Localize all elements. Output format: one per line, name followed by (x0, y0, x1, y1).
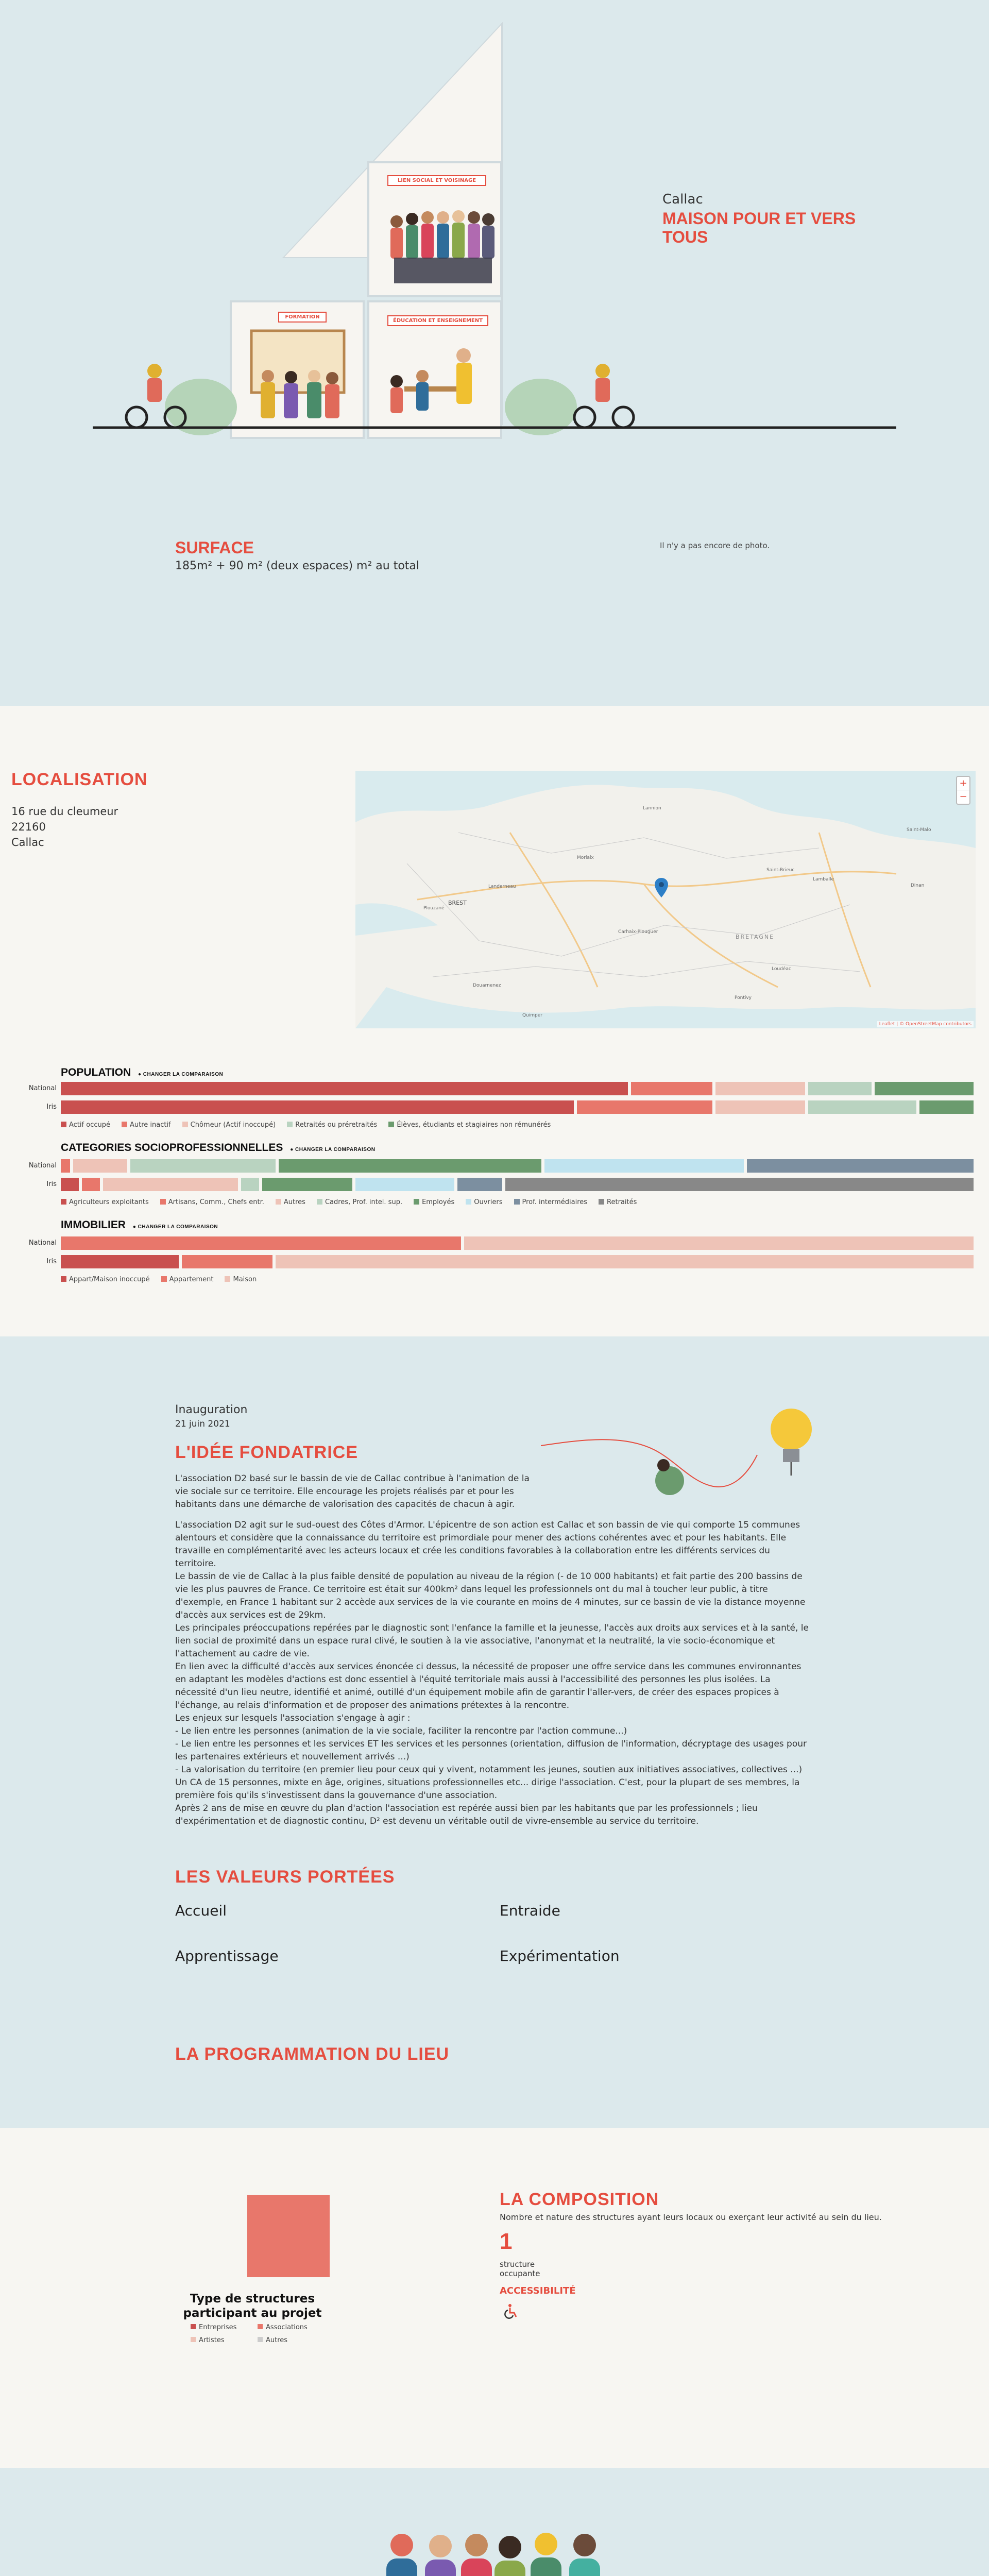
map-label-pontivy: Pontivy (735, 995, 752, 1001)
accessibilite-heading: ACCESSIBILITÉ (500, 2285, 576, 2296)
map-label-bretagne: BRETAGNE (736, 934, 775, 940)
map[interactable] (355, 771, 976, 1028)
immo-segment (61, 1255, 179, 1268)
csp-segment (103, 1178, 238, 1191)
immo-chart-title (61, 1219, 218, 1231)
immo-legend-swatch (161, 1276, 167, 1282)
immo-legend-swatch (225, 1276, 230, 1282)
csp-legend-swatch (466, 1199, 471, 1205)
map-label-morlaix: Morlaix (577, 855, 594, 860)
population-segment (715, 1082, 806, 1095)
legend-swatch-artistes (191, 2337, 196, 2342)
map-pin-icon[interactable] (655, 878, 668, 897)
immo-legend-item (61, 1276, 150, 1283)
map-label-loudeac: Loudéac (772, 967, 791, 972)
structures-bar-associations (247, 2195, 330, 2277)
immo-legend-item (161, 1276, 214, 1283)
csp-legend-label: Cadres, Prof. intel. sup. (325, 1198, 403, 1206)
idee-intro: L'association D2 basé sur le bassin de vie de Callac contribue à l'animation de la vie sociale sur ce territoire. Elle encourage les projets réalisés par et pour les habitants dans une démarche de valorisation des capacités de chacun à agir. (175, 1473, 530, 1510)
csp-legend-swatch (414, 1199, 419, 1205)
immo-segment (61, 1236, 461, 1250)
csp-legend-item (466, 1198, 502, 1206)
surface-value: 185m² + 90 m² (deux espaces) m² au total (175, 560, 420, 572)
composition-count: 1 (500, 2229, 513, 2254)
legend-swatch-entreprises (191, 2324, 196, 2329)
idee-paragraph: - La valorisation du territoire (en premier lieu pour ceux qui y vivent, notamment les jeunes, soutien aux initiatives associatives, collectives ...) (175, 1765, 803, 1775)
acteurs-section (0, 2468, 989, 2576)
population-segment (808, 1082, 871, 1095)
valeur-apprentissage: Apprentissage (175, 1947, 279, 1964)
structures-chart-title: Type de structures participant au projet (183, 2292, 322, 2320)
sign-formation: FORMATION (278, 312, 327, 323)
idee-paragraph: Un CA de 15 personnes, mixte en âge, origines, situations professionnelles etc... dirige l'association. C'est, pour la plupart de ses membres, la première fois qu'ils s'investissent dans la gouvernance d'une association. (175, 1777, 800, 1801)
csp-legend-swatch (599, 1199, 604, 1205)
population-chart-title (61, 1066, 223, 1079)
csp-chart-title (61, 1142, 375, 1154)
legend-swatch-associations (258, 2324, 263, 2329)
idee-paragraph: - Le lien entre les personnes (animation de la vie sociale, faciliter la rencontre par l'action commune...) (175, 1726, 627, 1736)
population-legend-label: Chômeur (Actif inoccupé) (190, 1121, 276, 1129)
population-row-label-national: National (28, 1084, 57, 1092)
csp-legend-label: Autres (283, 1198, 305, 1206)
population-legend-item (61, 1121, 110, 1129)
population-segment (919, 1100, 974, 1114)
sign-education: ÉDUCATION ET ENSEIGNEMENT (387, 315, 488, 326)
address-postcode: 22160 (11, 821, 46, 833)
csp-segment (457, 1178, 502, 1191)
composition-subtitle: Nombre et nature des structures ayant leurs locaux ou exerçant leur activité au sein du lieu. (500, 2212, 882, 2222)
address-street: 16 rue du cleumeur (11, 805, 118, 818)
valeurs-heading: LES VALEURS PORTÉES (175, 1867, 395, 1887)
map-attribution[interactable]: Leaflet | © OpenStreetMap contributors (877, 1021, 974, 1027)
immo-legend-swatch (61, 1276, 66, 1282)
idee-paragraph: Les principales préoccupations repérées par le diagnostic sont l'enfance la famille et la jeunesse, l'accès aux droits aux services et à la santé, le lien social de proximité dans un espace rural clivé, le soutien à la vie associative, l'anonymat et la neutralité, la vie socio-économique et l'attachement au cadre de vie. (175, 1623, 809, 1659)
csp-row-label-national: National (28, 1162, 57, 1170)
immo-title: IMMOBILIER (61, 1219, 126, 1231)
population-legend-label: Actif occupé (69, 1121, 110, 1129)
csp-segment (279, 1159, 541, 1173)
csp-segment (262, 1178, 352, 1191)
hero-city: Callac (662, 192, 703, 207)
address-block (11, 804, 118, 850)
csp-segment (747, 1159, 974, 1173)
csp-segment (82, 1178, 100, 1191)
csp-legend-swatch (160, 1199, 166, 1205)
population-legend-item (287, 1121, 377, 1129)
lightbulb-illustration (541, 1398, 819, 1517)
map-label-carhaix: Carhaix-Plouguer (618, 929, 658, 935)
csp-legend-swatch (61, 1199, 66, 1205)
map-label-landerneau: Landerneau (488, 884, 516, 889)
population-title: POPULATION (61, 1066, 131, 1078)
csp-legend-item (61, 1198, 149, 1206)
immo-segment (182, 1255, 272, 1268)
immo-segment (276, 1255, 974, 1268)
inauguration-label: Inauguration (175, 1403, 248, 1416)
population-bar-iris (61, 1100, 977, 1114)
csp-legend-item (317, 1198, 402, 1206)
composition-count-label-2: occupante (500, 2269, 540, 2278)
csp-segment (130, 1159, 276, 1173)
legend-entreprises: Entreprises (191, 2324, 258, 2331)
population-legend-label: Élèves, étudiants et stagiaires non rémunérés (397, 1121, 551, 1129)
population-legend-swatch (122, 1122, 127, 1127)
population-segment (808, 1100, 916, 1114)
csp-segment (61, 1178, 79, 1191)
csp-legend-item (160, 1198, 264, 1206)
valeur-entraide: Entraide (500, 1902, 560, 1919)
sign-social: LIEN SOCIAL ET VOISINAGE (387, 175, 486, 186)
legend-artistes: Artistes (191, 2336, 258, 2344)
zoom-in-button[interactable]: + (957, 777, 969, 790)
composition-section (0, 2128, 989, 2468)
map-label-quimper: Quimper (522, 1013, 543, 1018)
map-label-lamballe: Lamballe (813, 877, 834, 882)
csp-legend-label: Ouvriers (474, 1198, 503, 1206)
programmation-heading: LA PROGRAMMATION DU LIEU (175, 2044, 450, 2064)
acteurs-illustration (379, 2524, 610, 2576)
idee-paragraph: Le bassin de vie de Callac à la plus faible densité de population au niveau de la région (- de 10 000 habitants) et fait partie des 200 bassins de vie les plus pauvres de France. Ce territoire est était sur 400km² dans lequel les professionnels ont du mal à toucher leur public, à titre d'exemple, en France 1 habitant sur 2 accède aux services de la vie courante en moins de 4 minutes, sur ce bassin de vie la distance moyenne d'accès aux services est de 29km. (175, 1571, 806, 1620)
csp-legend-label: Agriculteurs exploitants (69, 1198, 149, 1206)
population-segment (631, 1082, 712, 1095)
csp-legend-label: Artisans, Comm., Chefs entr. (168, 1198, 264, 1206)
wheelchair-icon (503, 2303, 519, 2319)
zoom-out-button[interactable]: − (959, 791, 967, 802)
idee-paragraph: - Le lien entre les personnes et les services ET les services et les personnes (orientation, diffusion de l'information, décryptage des usages pour les partenaires extérieurs et nouvellement arrivés ...) (175, 1739, 807, 1762)
valeur-accueil: Accueil (175, 1902, 227, 1919)
valeur-experimentation: Expérimentation (500, 1947, 620, 1964)
population-bar-national (61, 1082, 977, 1095)
csp-segment (505, 1178, 974, 1191)
map-label-lannion: Lannion (643, 806, 661, 811)
composition-count-label-1: structure (500, 2260, 535, 2269)
csp-legend-swatch (276, 1199, 281, 1205)
map-label-saint-malo: Saint-Malo (907, 827, 931, 833)
immo-legend-label: Appartement (169, 1276, 214, 1283)
csp-bar-iris (61, 1178, 977, 1191)
inauguration-date: 21 juin 2021 (175, 1419, 230, 1429)
population-row-label-iris: Iris (46, 1103, 57, 1111)
csp-compare-link[interactable]: ● CHANGER LA COMPARAISON (290, 1147, 376, 1153)
population-legend (61, 1121, 551, 1129)
csp-segment (61, 1159, 70, 1173)
page-title: MAISON POUR ET VERS TOUS (662, 209, 856, 246)
csp-legend-item (599, 1198, 637, 1206)
csp-row-label-iris: Iris (46, 1180, 57, 1188)
csp-segment (355, 1178, 454, 1191)
map-label-brest: BREST (448, 900, 467, 906)
population-legend-swatch (61, 1122, 66, 1127)
csp-legend-label: Employés (422, 1198, 455, 1206)
no-photo-text: Il n'y a pas encore de photo. (660, 541, 770, 550)
csp-legend-label: Retraités (607, 1198, 637, 1206)
csp-legend-item (514, 1198, 588, 1206)
csp-legend-item (414, 1198, 454, 1206)
idee-heading: L'IDÉE FONDATRICE (175, 1443, 359, 1462)
surface-heading: SURFACE (175, 538, 254, 557)
csp-segment (73, 1159, 128, 1173)
composition-heading: LA COMPOSITION (500, 2190, 659, 2209)
population-segment (61, 1082, 628, 1095)
immo-row-label-national: National (28, 1239, 57, 1247)
population-legend-label: Autre inactif (129, 1121, 171, 1129)
hero-section (0, 0, 989, 706)
map-label-plouzane: Plouzané (423, 906, 445, 911)
structures-legend (191, 2324, 325, 2344)
immo-legend-item (225, 1276, 257, 1283)
csp-legend-item (276, 1198, 305, 1206)
csp-legend (61, 1198, 637, 1206)
immo-bar-national (61, 1236, 977, 1250)
csp-segment (241, 1178, 259, 1191)
population-legend-label: Retraités ou préretraités (295, 1121, 378, 1129)
map-zoom-controls (956, 776, 970, 805)
map-label-dinan: Dinan (911, 883, 925, 888)
population-segment (61, 1100, 574, 1114)
csp-legend-swatch (514, 1199, 520, 1205)
csp-legend-label: Prof. intermédiaires (522, 1198, 588, 1206)
population-compare-link[interactable]: ● CHANGER LA COMPARAISON (138, 1072, 224, 1077)
immo-segment (464, 1236, 974, 1250)
map-label-douarnenez: Douarnenez (473, 983, 501, 988)
idee-paragraph: Après 2 ans de mise en œuvre du plan d'action l'association est repérée aussi bien par les habitants que par les professionnels ; lieu d'expérimentation et de diagnostic continu, D² est devenu un véritable outil de vivre-ensemble au service du territoire. (175, 1803, 758, 1826)
immo-compare-link[interactable]: ● CHANGER LA COMPARAISON (132, 1224, 218, 1230)
population-legend-item (182, 1121, 276, 1129)
immo-legend-label: Maison (233, 1276, 257, 1283)
localisation-heading: LOCALISATION (11, 770, 148, 789)
population-segment (715, 1100, 806, 1114)
population-legend-swatch (388, 1122, 394, 1127)
idee-body (175, 1519, 814, 1828)
population-legend-item (388, 1121, 551, 1129)
legend-associations: Associations (258, 2324, 325, 2331)
csp-legend-swatch (317, 1199, 322, 1205)
structures-chart (242, 2190, 340, 2287)
legend-autres: Autres (258, 2336, 325, 2344)
address-city: Callac (11, 836, 44, 849)
map-label-saint-brieuc: Saint-Brieuc (766, 868, 795, 873)
idee-section (0, 1336, 989, 2128)
idee-paragraph: En lien avec la difficulté d'accès aux services énoncée ci dessus, la nécessité de proposer une offre service dans les communes environnantes en adaptant les modèles d'actions est donc essentiel à l'équité territoriale mais aussi à l'accessibilité des personnes les plus isolées. La nécessité d'un lieu neutre, identifié et animé, outillé d'un équipement mobile afin de garantir l'aller-vers, de créer des espaces propices à l'échange, au relais d'information et de proposer des animations prétextes à la rencontre. (175, 1662, 802, 1710)
population-legend-swatch (287, 1122, 293, 1127)
population-legend-item (122, 1121, 171, 1129)
legend-swatch-autres (258, 2337, 263, 2342)
localisation-section (0, 706, 989, 1336)
population-segment (577, 1100, 712, 1114)
population-segment (875, 1082, 974, 1095)
csp-bar-national (61, 1159, 977, 1173)
population-legend-swatch (182, 1122, 188, 1127)
immo-row-label-iris: Iris (46, 1258, 57, 1265)
csp-segment (544, 1159, 744, 1173)
csp-title: CATEGORIES SOCIOPROFESSIONNELLES (61, 1142, 283, 1154)
immo-legend-label: Appart/Maison inoccupé (69, 1276, 150, 1283)
idee-paragraph: Les enjeux sur lesquels l'association s'engage à agir : (175, 1713, 411, 1723)
immo-bar-iris (61, 1255, 977, 1268)
idee-paragraph: L'association D2 agit sur le sud-ouest des Côtes d'Armor. L'épicentre de son action est Callac et son bassin de vie qui comporte 15 communes alentours et considère que la connaissance du territoire est primordiale pour mener des actions cohérentes avec et pour les habitants. Elle travaille en complémentarité avec les acteurs locaux et crée les conditions favorables à la collaboration entre les différents services du territoire. (175, 1520, 800, 1569)
immo-legend (61, 1276, 257, 1283)
